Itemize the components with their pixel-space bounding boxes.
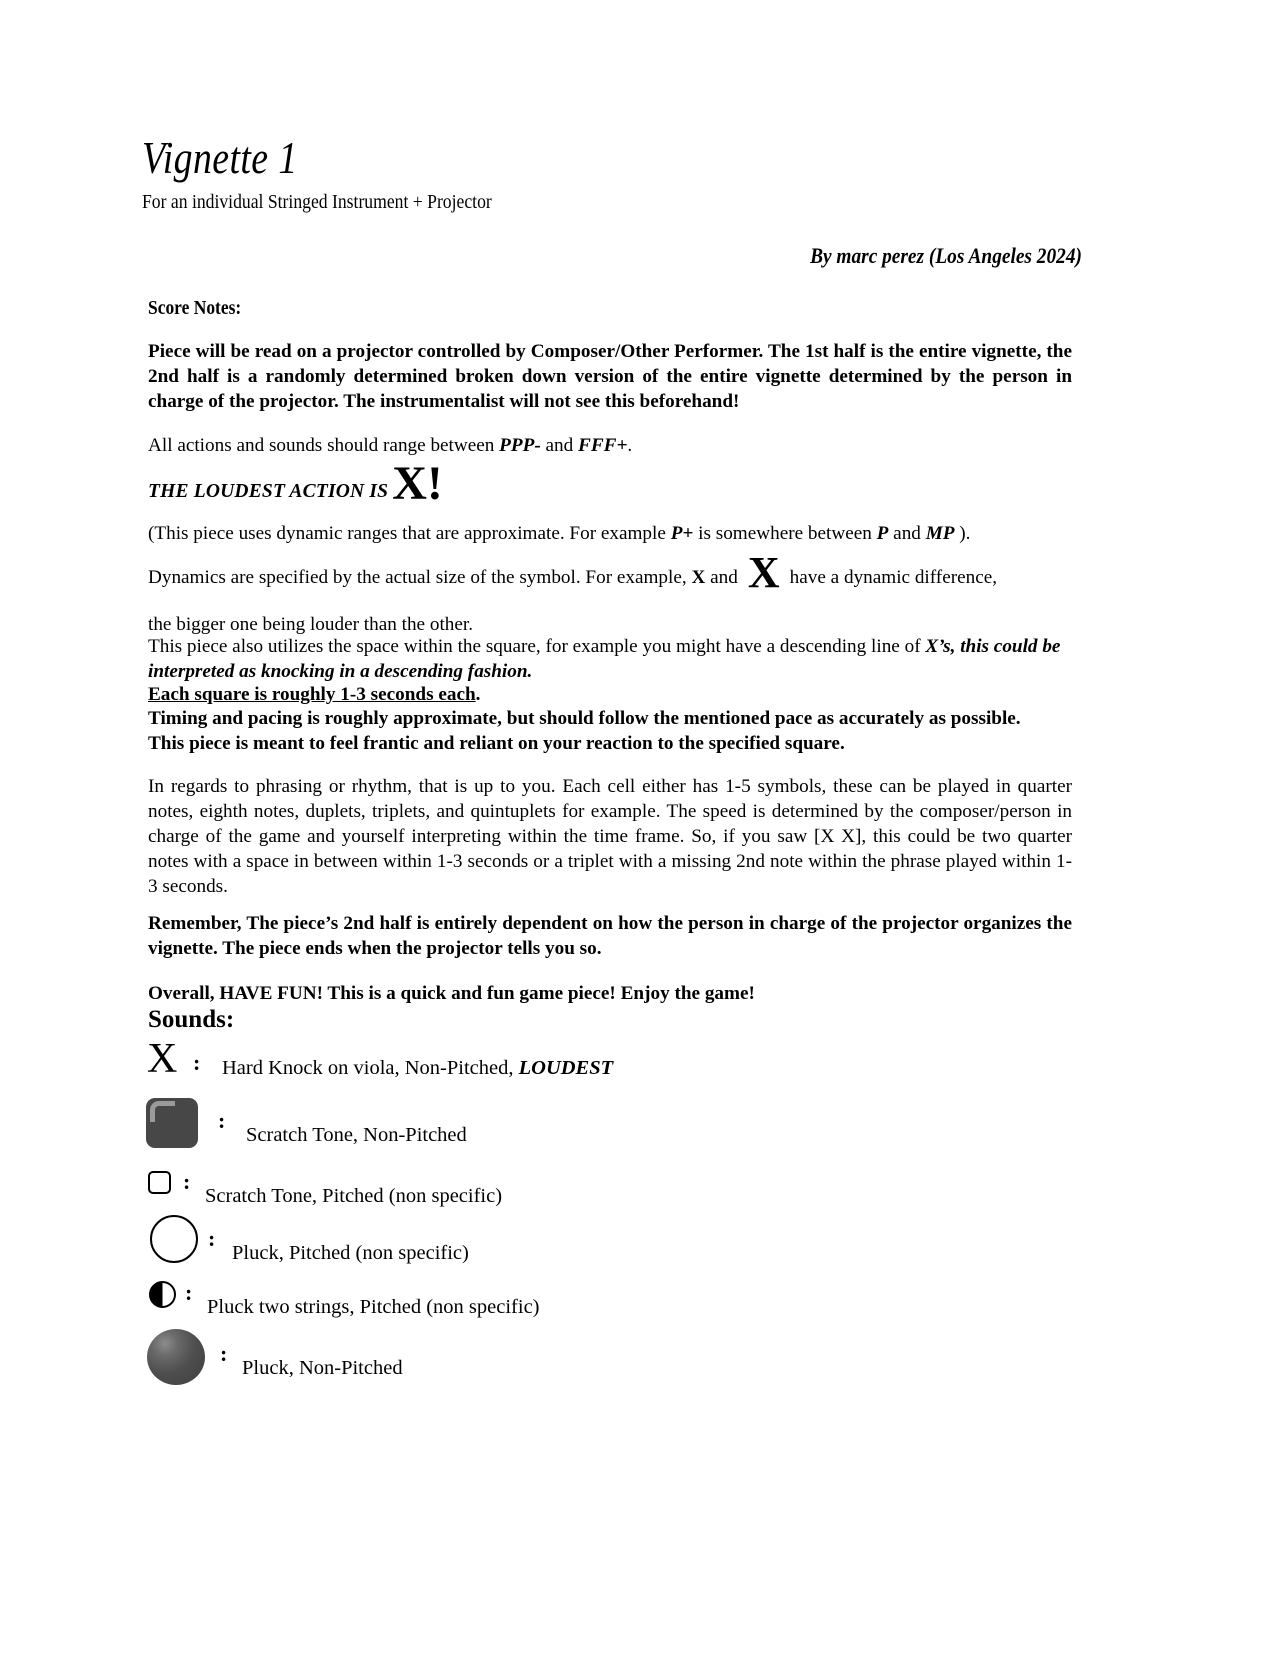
dynamics-prefix: Dynamics are specified by the actual size of the symbol. For example,	[148, 567, 692, 588]
dynamics-size-line	[148, 548, 1072, 597]
legend-row	[145, 1268, 1085, 1325]
legend-row	[145, 1038, 1085, 1094]
legend-separator: :	[193, 1050, 201, 1075]
dynamics-big-x: X	[747, 548, 780, 597]
sounds-heading-text: Sounds:	[148, 1006, 235, 1033]
timing-paragraph	[148, 707, 1072, 757]
intro-paragraph	[148, 340, 1072, 415]
timing-line-1: Timing and pacing is roughly approximate, but should follow the mentioned pace as accurately as possible.	[148, 708, 1021, 729]
dynamics-and: and	[705, 567, 738, 588]
approximate-ranges-line	[148, 522, 1072, 547]
remember-paragraph-text: Remember, The piece’s 2nd half is entirely dependent on how the person in charge of the projector organizes the vignette. The piece ends when the projector tells you so.	[148, 913, 1072, 959]
square-space-prefix: This piece also utilizes the space within the square, for example you might have a descending line of	[148, 636, 926, 657]
legend-label-text: Hard Knock on viola, Non-Pitched,	[222, 1057, 519, 1079]
legend-separator: :	[218, 1108, 226, 1133]
legend-label: Pluck, Pitched (non specific)	[232, 1242, 469, 1264]
legend-label: Scratch Tone, Pitched (non specific)	[205, 1185, 503, 1207]
legend-separator: :	[220, 1341, 228, 1366]
symbol-cell	[145, 1211, 217, 1268]
dynamic-range-line	[148, 434, 1072, 459]
approx-mp: MP	[925, 523, 955, 544]
have-fun-line	[148, 982, 1072, 1007]
loudest-action-symbol: X!	[392, 457, 443, 510]
page-subtitle: For an individual Stringed Instrument + Projector	[142, 191, 492, 213]
score-notes-heading	[148, 296, 1072, 321]
sounds-legend	[145, 1038, 1085, 1385]
symbol-cell	[145, 1325, 217, 1382]
approx-end: ).	[954, 523, 971, 544]
approx-and: and	[888, 523, 926, 544]
approx-p-plus: P+	[670, 523, 694, 544]
title-block	[142, 133, 1082, 214]
sounds-heading	[148, 1006, 1072, 1034]
half-filled-circle-icon	[149, 1281, 176, 1308]
score-notes-heading-text: Score Notes:	[148, 298, 242, 319]
range-prefix: All actions and sounds should range between	[148, 435, 500, 456]
each-square-underlined: Each square is roughly 1-3 seconds each	[148, 684, 476, 705]
approx-mid: is somewhere between	[693, 523, 877, 544]
legend-label	[222, 1058, 613, 1079]
approx-prefix: (This piece uses dynamic ranges that are approximate. For example	[148, 523, 671, 544]
open-circle-icon	[150, 1215, 198, 1263]
range-mid: and	[540, 435, 579, 456]
have-fun-text: Overall, HAVE FUN! This is a quick and fun game piece! Enjoy the game!	[148, 983, 755, 1004]
range-min: PPP-	[499, 435, 541, 456]
filled-rounded-square-icon	[146, 1098, 198, 1148]
legend-row	[145, 1094, 1085, 1154]
legend-row	[145, 1325, 1085, 1385]
open-rounded-square-icon	[148, 1171, 171, 1194]
square-space-italic: X’s, this could be interpreted as knocking in a descending fashion.	[148, 636, 1061, 682]
range-max: FFF+	[578, 435, 628, 456]
legend-separator: :	[183, 1169, 191, 1194]
approx-p: P	[876, 523, 889, 544]
each-square-line	[148, 683, 1072, 708]
legend-row	[145, 1211, 1085, 1268]
phrasing-paragraph-text: In regards to phrasing or rhythm, that is up to you. Each cell either has 1-5 symbols, these can be played in quarter notes, eighth notes, duplets, triplets, and quintuplets for example. The speed is determined by the composer/person in charge of the game and yourself interpreting within the time frame. So, if you saw [X X], this could be two quarter notes with a space in between within 1-3 seconds or a triplet with a missing 2nd note within the phrase played within 1-3 seconds.	[148, 776, 1072, 897]
legend-label-emphasis: LOUDEST	[518, 1057, 614, 1079]
each-square-period: .	[475, 684, 481, 705]
filled-sphere-circle-icon	[147, 1329, 205, 1385]
legend-separator: :	[208, 1226, 216, 1251]
legend-label: Pluck, Non-Pitched	[242, 1357, 403, 1379]
bigger-louder-text: the bigger one being louder than the other.	[148, 614, 474, 635]
phrasing-paragraph	[148, 775, 1072, 900]
byline	[142, 243, 1082, 269]
legend-label: Scratch Tone, Non-Pitched	[246, 1124, 467, 1146]
x-letter-icon: X	[147, 1036, 178, 1082]
legend-separator: :	[185, 1280, 193, 1305]
intro-paragraph-text: Piece will be read on a projector controlled by Composer/Other Performer. The 1st half is the entire vignette, the 2nd half is a randomly determined broken down version of the entire vignette determined by the person in charge of the projector. The instrumentalist will not see this beforehand!	[148, 341, 1072, 412]
byline-text: By marc perez (Los Angeles 2024)	[810, 243, 1082, 268]
timing-line-2: This piece is meant to feel frantic and reliant on your reaction to the specified square.	[148, 732, 845, 754]
dynamics-post: have a dynamic difference,	[789, 567, 998, 588]
symbol-cell	[145, 1038, 217, 1095]
range-end: .	[627, 435, 633, 456]
dynamics-small-x: X	[691, 567, 706, 588]
loudest-action-line	[148, 457, 1072, 510]
legend-label: Pluck two strings, Pitched (non specific)	[207, 1296, 540, 1318]
remember-paragraph	[148, 912, 1072, 962]
page-title: Vignette 1	[142, 133, 298, 183]
square-space-paragraph	[148, 635, 1072, 685]
loudest-action-prefix: THE LOUDEST ACTION IS	[148, 481, 389, 502]
symbol-cell	[145, 1094, 217, 1151]
legend-row	[145, 1154, 1085, 1211]
